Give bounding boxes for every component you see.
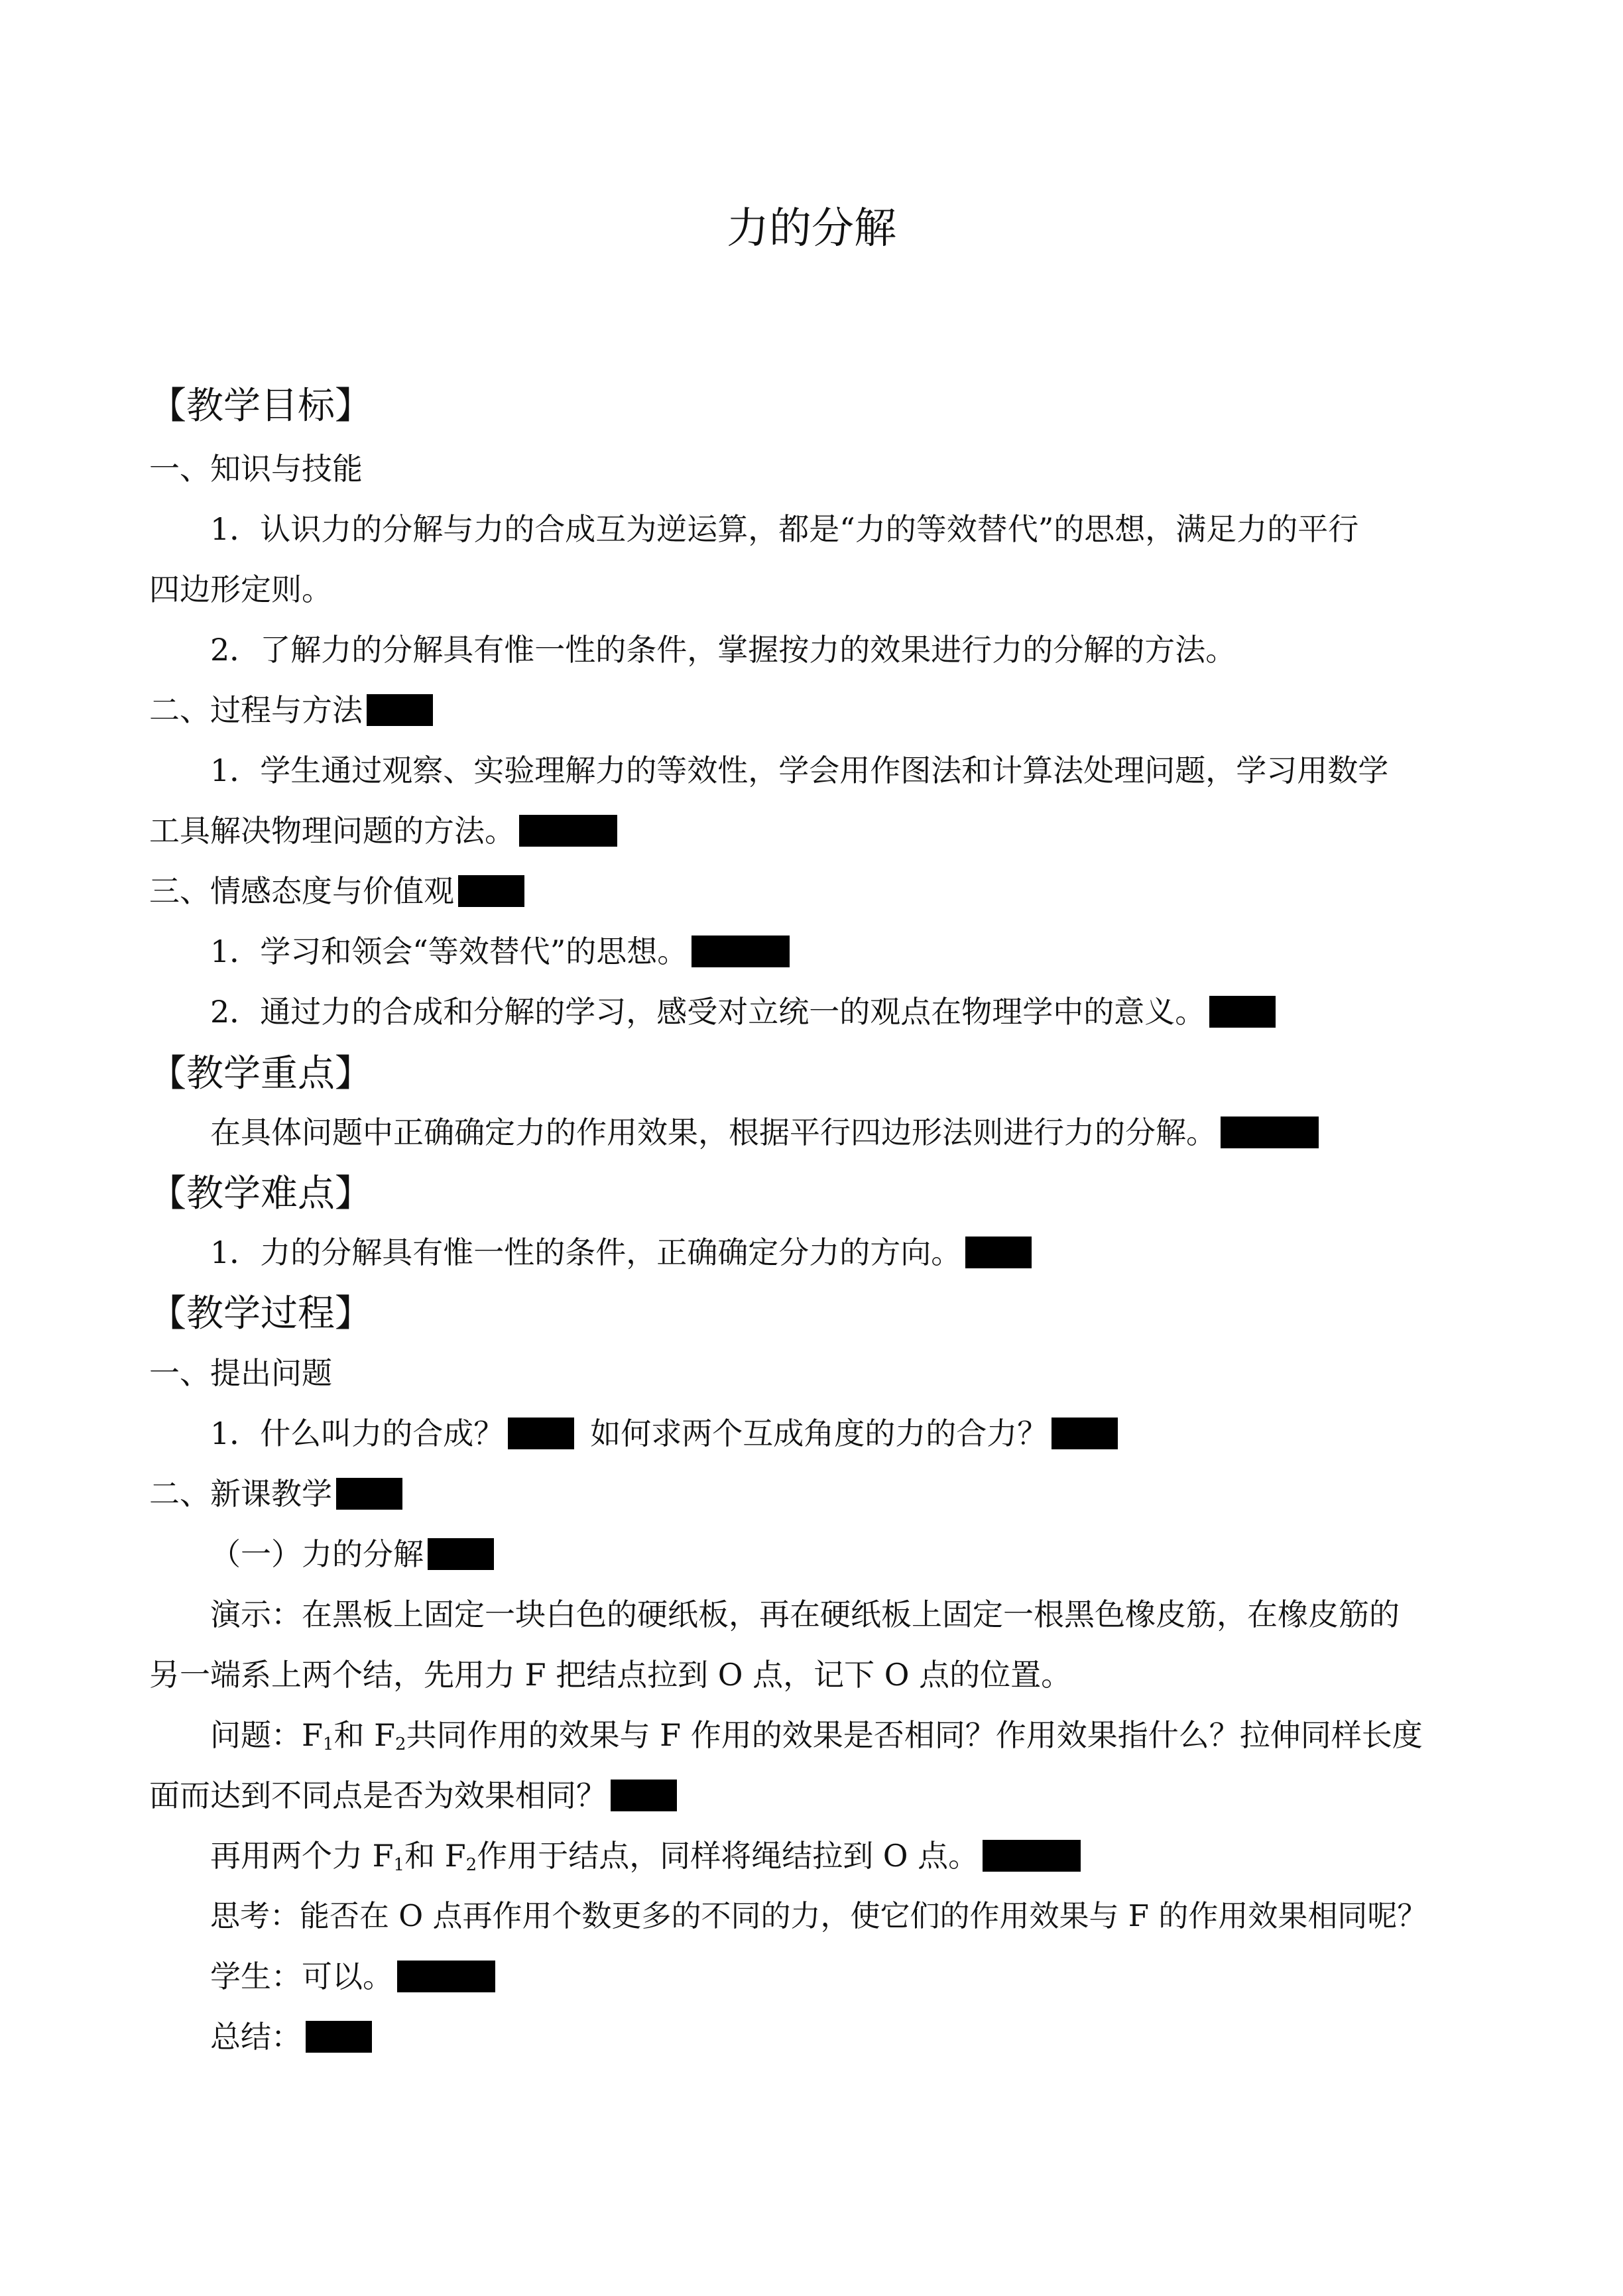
again-paragraph-row [210,1836,1081,1876]
difficulty-heading: 【教学难点】 [149,1172,372,1215]
knowledge-item-2: 2．了解力的分解具有惟一性的条件，掌握按力的效果进行力的分解的方法。 [210,632,1236,668]
key-points-heading: 【教学重点】 [149,1052,372,1095]
student-answer: 学生：可以。 [210,1959,393,1994]
knowledge-item-1-line2: 四边形定则。 [149,572,332,607]
redaction-bar [611,1780,677,1811]
question-text-pre: 问题：F [210,1717,323,1753]
redaction-bar [336,1478,402,1510]
question-paragraph-line1 [210,1715,1423,1755]
redaction-bar [397,1961,495,1992]
question-text-mid: 和 F [333,1717,396,1753]
subscript: 1 [393,1855,405,1875]
knowledge-item-1-line1: 1．认识力的分解与力的合成互为逆运算，都是“力的等效替代”的思想，满足力的平行 [210,511,1359,547]
question-item-1a: 1．什么叫力的合成？ [210,1416,505,1451]
subscript: 2 [395,1734,406,1754]
redaction-bar [1209,996,1276,1028]
summary-label: 总结： [210,2019,302,2055]
redaction-bar [1052,1418,1118,1449]
redaction-bar [983,1840,1081,1872]
key-points-text: 在具体问题中正确确定力的作用效果，根据平行四边形法则进行力的分解。 [210,1115,1217,1150]
question-text-post: 共同作用的效果与 F 作用的效果是否相同？作用效果指什么？拉伸同样长度 [406,1717,1423,1753]
process-item-1-line2: 工具解决物理问题的方法。 [149,813,515,849]
attitude-item-1: 1．学习和领会“等效替代”的思想。 [210,934,688,969]
subsection-1-heading-line [210,1534,494,1574]
question-paragraph-line2-row [149,1776,677,1815]
new-lesson-heading: 二、新课教学 [149,1476,332,1512]
question-heading: 一、提出问题 [149,1355,332,1391]
subscript: 2 [465,1855,477,1875]
redaction-bar [519,815,617,847]
student-answer-row [210,1957,495,1996]
process-heading-line [149,690,433,730]
again-text-post: 作用于结点，同样将绳结拉到 O 点。 [477,1838,979,1874]
again-text-mid: 和 F [404,1838,466,1874]
think-paragraph: 思考：能否在 O 点再作用个数更多的不同的力，使它们的作用效果与 F 的作用效果相同呢？ [210,1898,1427,1933]
difficulty-text-row [210,1233,1032,1272]
attitude-heading-line [149,871,524,911]
redaction-bar [965,1237,1032,1268]
process-item-1-line2-row [149,811,617,851]
redaction-bar [691,936,790,967]
new-lesson-heading-line [149,1474,402,1514]
key-points-text-row [210,1113,1319,1152]
demo-line2: 另一端系上两个结，先用力 F 把结点拉到 O 点，记下 O 点的位置。 [149,1657,1072,1693]
subsection-1-heading: （一）力的分解 [210,1536,424,1572]
question-item-1b: 如何求两个互成角度的力的合力？ [590,1416,1048,1451]
process-heading: 二、过程与方法 [149,692,363,728]
question-item-1-row [210,1414,1118,1453]
attitude-item-2-row [210,992,1276,1032]
summary-row [210,2017,372,2057]
redaction-bar [508,1418,574,1449]
process-item-1-line1: 1．学生通过观察、实验理解力的等效性，学会用作图法和计算法处理问题，学习用数学 [210,753,1389,788]
redaction-bar [306,2021,372,2053]
procedure-heading: 【教学过程】 [149,1292,372,1335]
objectives-heading: 【教学目标】 [149,385,372,428]
attitude-item-2: 2．通过力的合成和分解的学习，感受对立统一的观点在物理学中的意义。 [210,994,1206,1030]
redaction-bar [458,875,524,907]
question-paragraph-line2: 面而达到不同点是否为效果相同？ [149,1778,607,1813]
redaction-bar [1221,1117,1319,1148]
attitude-item-1-row [210,932,790,971]
redaction-bar [428,1538,494,1570]
again-text-pre: 再用两个力 F [210,1838,394,1874]
redaction-bar [367,694,433,726]
subscript: 1 [322,1734,334,1754]
page-title: 力的分解 [727,204,896,253]
difficulty-text: 1．力的分解具有惟一性的条件，正确确定分力的方向。 [210,1235,962,1270]
knowledge-heading: 一、知识与技能 [149,451,363,487]
demo-line1: 演示：在黑板上固定一块白色的硬纸板，再在硬纸板上固定一根黑色橡皮筋，在橡皮筋的 [210,1597,1400,1632]
attitude-heading: 三、情感态度与价值观 [149,873,454,909]
